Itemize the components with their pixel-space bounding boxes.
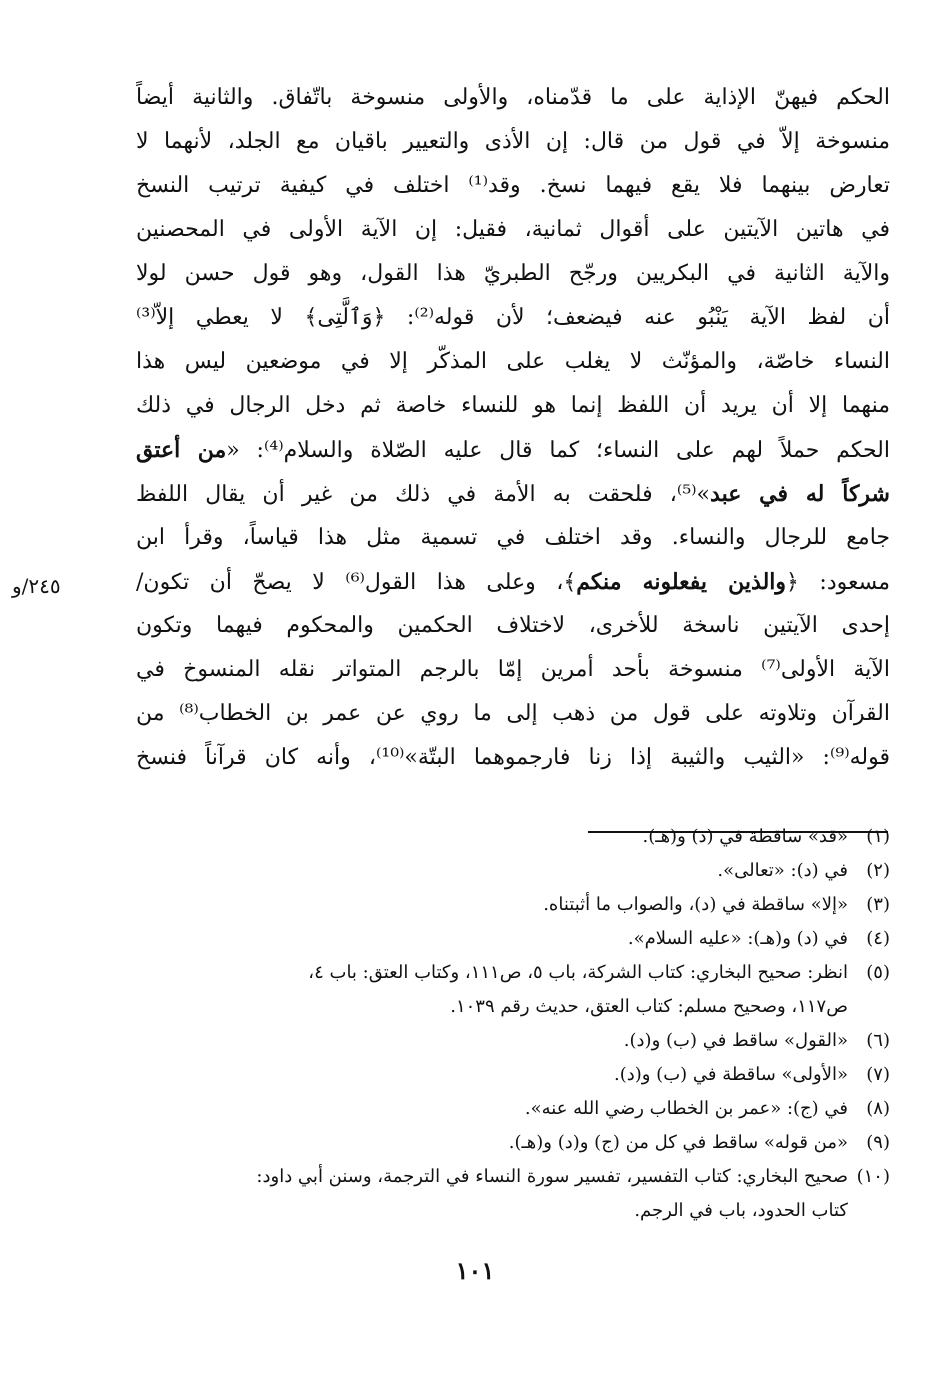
text-line: الحكم فيهنّ الإذاية على ما قدّمناه، والأولى منسوخة باتّفاق. والثانية أيضاً [136,85,890,110]
footnote [136,922,890,956]
footnote-text [136,820,848,854]
footnote-line: ص١١٧، وصحيح مسلم: كتاب العتق، حديث رقم ١٠٣٩. [450,996,848,1017]
footnote-text [136,1160,848,1228]
text-line: قوله⁽⁹⁾: «الثيب والثيبة إذا زنا فارجموهما البتّة»⁽¹⁰⁾، وأنه كان قرآناً فنسخ [136,745,890,770]
bold-quran-reading: والذين يفعلونه منكم [576,569,787,595]
text-segment: ﴾، وعلى هذا القول⁽⁶⁾ لا يصحّ أن تكون/ [136,570,577,595]
footnote-number: (٤) [866,928,890,949]
text-line [136,560,890,604]
footnote-text [136,1058,848,1092]
footnote-line: في (د): «تعالى». [717,860,848,881]
text-line: تعارض بينهما فلا يقع فيهما نسخ. وقد⁽¹⁾ اختلف في كيفية ترتيب النسخ [136,173,890,198]
footnote-text [136,854,848,888]
footnote-number: (٩) [866,1132,890,1153]
text-line: إحدى الآيتين ناسخة للأخرى، لاختلاف الحكمين والمحكوم فيهما وتكون [136,613,890,638]
page-number: ١٠١ [455,1256,495,1285]
text-segment: مسعود: ﴿ [786,570,890,595]
text-segment: الحكم حملاً لهم على النساء؛ كما قال عليه الصّلاة والسلام⁽⁴⁾: « [226,438,890,463]
text-line: منهما إلا أن يريد أن اللفظ إنما هو للنساء خاصة ثم دخل الرجال في ذلك [136,393,890,418]
footnote-number: (٥) [866,962,890,983]
footnote [136,1024,890,1058]
footnote [136,1092,890,1126]
footnote [136,820,890,854]
text-line: النساء خاصّة، والمؤنّث لا يغلب على المذكّر إلا في موضعين ليس هذا [136,349,890,374]
footnote-line: «قد» ساقطة في (د) و(هـ). [642,826,848,847]
footnote [136,956,890,1024]
text-line: الآية الأولى⁽⁷⁾ منسوخة بأحد أمرين إمّا بالرجم المتواتر نقله المنسوخ في [136,657,890,682]
text-line: جامع للرجال والنساء. وقد اختلف في تسمية مثل هذا قياساً، وقرأ ابن [136,525,890,550]
footnote-text [136,1126,848,1160]
bold-hadith-text: شركاً له في عبد [710,481,890,507]
footnote-number: (١٠) [856,1166,890,1187]
footnote-number: (٨) [866,1098,890,1119]
footnote [136,1160,890,1228]
footnote-number: (٢) [866,860,890,881]
footnote-text [136,1092,848,1126]
footnote-line: «الأولى» ساقطة في (ب) و(د). [613,1064,848,1085]
footnote-line: انظر: صحيح البخاري: كتاب الشركة، باب ٥، ص١١١، وكتاب العتق: باب ٤، [308,962,848,983]
bold-hadith-text: من أعتق [136,437,227,463]
footnote [136,854,890,888]
text-line: أن لفظ الآية يَنْبُو عنه فيضعف؛ لأن قوله⁽²⁾: ﴿وَٱلَّتِى﴾ لا يعطي إلاّ⁽³⁾ [136,305,890,330]
footnote-text [136,888,848,922]
footnotes-section [136,820,890,1228]
footnote-text [136,922,848,956]
footnote-line: «من قوله» ساقط في كل من (ج) و(د) و(هـ). [508,1132,848,1153]
footnote-line: في (ج): «عمر بن الخطاب رضي الله عنه». [524,1098,848,1119]
footnote-line: «إلا» ساقطة في (د)، والصواب ما أثبتناه. [543,894,848,915]
text-line [136,472,890,516]
text-line: منسوخة إلاّ في قول من قال: إن الأذى والتعيير باقيان مع الجلد، لأنهما لا [136,129,890,154]
footnote-text [136,1024,848,1058]
footnote-number: (٣) [866,894,890,915]
footnote-number: (١) [866,826,890,847]
footnote-line: كتاب الحدود، باب في الرجم. [634,1200,848,1221]
text-line: في هاتين الآيتين على أقوال ثمانية، فقيل: إن الآية الأولى في المحصنين [136,217,890,242]
footnote [136,1126,890,1160]
text-line [136,428,890,472]
footnote-line: «القول» ساقط في (ب) و(د). [623,1030,848,1051]
text-line: والآية الثانية في البكريين ورجّح الطبريّ هذا القول، وهو قول حسن لولا [136,261,890,286]
text-segment: »⁽⁵⁾، فلحقت به الأمة في ذلك من غير أن يقال اللفظ [136,482,711,507]
footnote-line: في (د) و(هـ): «عليه السلام». [627,928,848,949]
manuscript-folio-marker: ٢٤٥/و [12,574,61,598]
footnote-number: (٧) [866,1064,890,1085]
footnote [136,888,890,922]
footnote-line: صحيح البخاري: كتاب التفسير، تفسير سورة النساء في الترجمة، وسنن أبي داود: [256,1166,848,1187]
footnote-text [136,956,848,1024]
main-text-body [136,76,890,780]
footnote [136,1058,890,1092]
footnote-number: (٦) [866,1030,890,1051]
text-line: القرآن وتلاوته على قول من ذهب إلى ما روي عن عمر بن الخطاب⁽⁸⁾ من [136,701,890,726]
